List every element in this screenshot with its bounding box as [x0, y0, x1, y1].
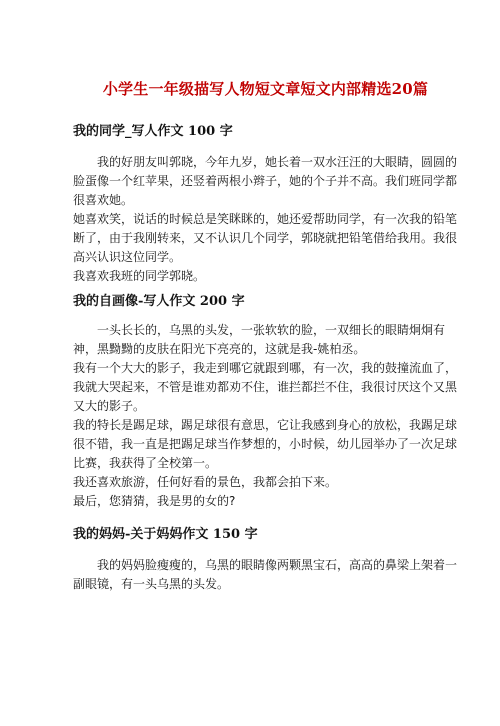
document-title: 小学生一年级描写人物短文章短文内部精选20篇 [102, 80, 429, 98]
section-heading: 我的妈妈-关于妈妈作文 150 字 [73, 527, 258, 542]
section-heading: 我的自画像-写人作文 200 字 [73, 294, 245, 309]
section-self-portrait [73, 292, 458, 511]
paragraph: 一头长长的，乌黑的头发，一张软软的脸，一双细长的眼睛炯炯有神，黑黝黝的皮肤在阳光下亮亮的，这就是我-姚柏丞。 [73, 323, 446, 356]
paragraph: 我的好朋友叫郭晓，今年九岁，她长着一双水汪汪的大眼睛，圆圆的脸蛋像一个红苹果，还竖着两根小辫子，她的个子并不高。我们班同学都很喜欢她。 [73, 155, 458, 207]
paragraph: 最后，您猜猜，我是男的女的? [73, 494, 236, 508]
section-heading: 我的同学_写人作文 100 字 [73, 124, 233, 139]
paragraph: 她喜欢笑，说话的时候总是笑眯眯的，她还爱帮助同学，有一次我的铅笔断了，由于我刚转来，又不认识几个同学，郭晓就把铅笔借给我用。我很高兴认识这位同学。 [73, 212, 458, 264]
paragraph: 我的妈妈脸瘦瘦的，乌黑的眼睛像两颗黑宝石，高高的鼻梁上架着一副眼镜，有一头乌黑的头发。 [73, 558, 458, 591]
paragraph: 我的特长是踢足球，踢足球很有意思，它让我感到身心的放松，我踢足球很不错，我一直是把踢足球当作梦想的，小时候，幼儿园举办了一次足球比赛，我获得了全校第一。 [73, 418, 458, 470]
section-my-mother [73, 525, 458, 594]
paragraph: 我有一个大大的影子，我走到哪它就跟到哪，有一次，我的鼓撞流血了，我就大哭起来，不管是谁劝都劝不住，谁拦都拦不住，我很讨厌这个又黑又大的影子。 [73, 361, 458, 413]
document-page [0, 79, 500, 726]
section-my-classmate [73, 122, 458, 286]
paragraph: 我还喜欢旅游，任何好看的景色，我都会拍下来。 [73, 475, 338, 489]
paragraph: 我喜欢我班的同学郭晓。 [73, 269, 206, 283]
